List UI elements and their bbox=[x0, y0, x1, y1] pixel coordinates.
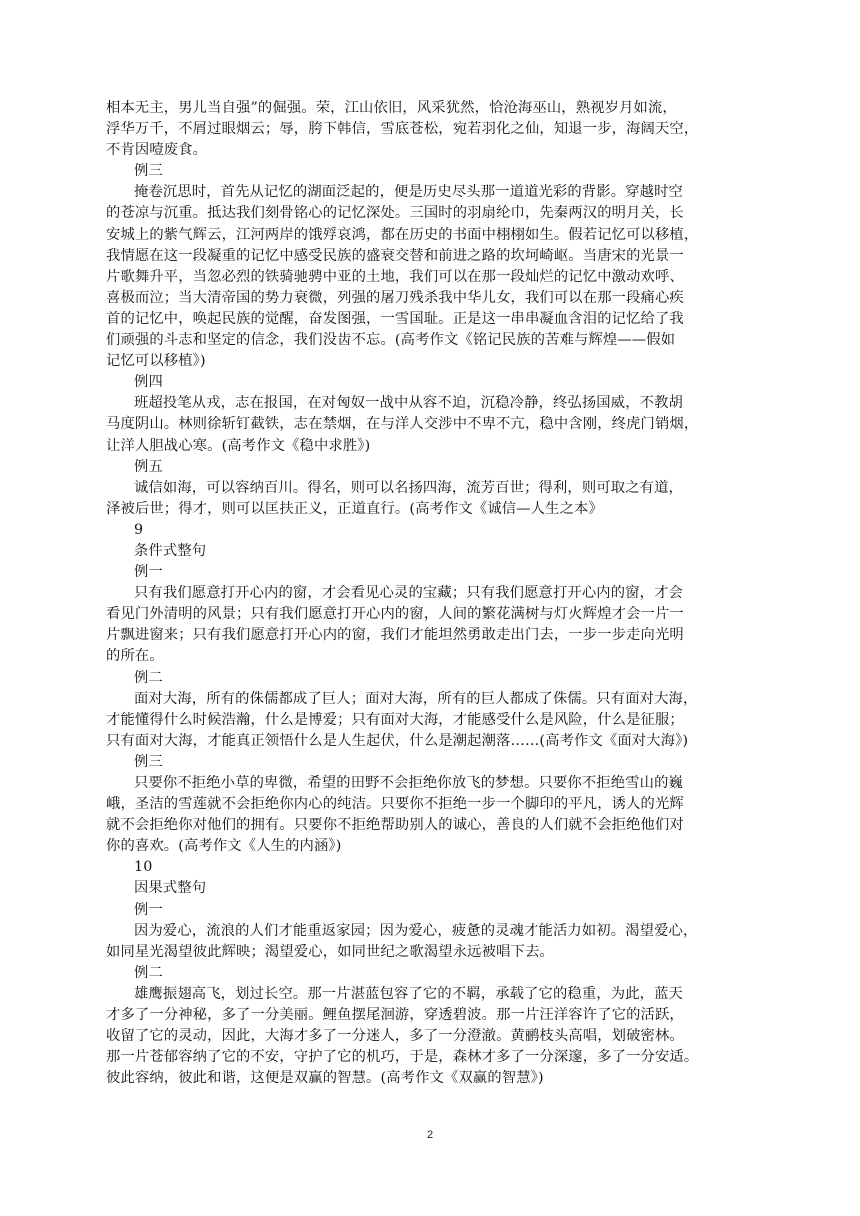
text-line: 喜极而泣；当大清帝国的势力衰微，列强的屠刀残杀我中华儿女，我们可以在那一段痛心疾 bbox=[106, 289, 684, 306]
text-line: 如同星光渴望彼此辉映；渴望爱心，如同世纪之歌渴望永远被唱下去。 bbox=[106, 943, 554, 960]
text-line: 不肯因噎废食。 bbox=[106, 142, 208, 159]
text-line: 浮华万千，不屑过眼烟云；辱，胯下韩信，雪底苍松，宛若羽化之仙，知退一步，海阔天空， bbox=[106, 121, 699, 138]
text-line: 只有我们愿意打开心内的窗，才会看见心灵的宝藏；只有我们愿意打开心内的窗，才会 bbox=[134, 585, 683, 602]
text-line: 例二 bbox=[134, 964, 163, 981]
text-line: 的所在。 bbox=[106, 648, 164, 665]
text-line: 例一 bbox=[134, 901, 163, 918]
text-line: 彼此容纳，彼此和谐，这便是双赢的智慧。(高考作文《双赢的智慧》) bbox=[106, 1070, 544, 1087]
text-line: 看见门外清明的风景；只有我们愿意打开心内的窗，人间的繁花满树与灯火辉煌才会一片一 bbox=[106, 606, 684, 623]
text-line: 首的记忆中，唤起民族的觉醒，奋发图强，一雪国耻。正是这一串串凝血含泪的记忆给了我 bbox=[106, 310, 684, 327]
text-line: 例二 bbox=[134, 669, 163, 686]
text-line: 例一 bbox=[134, 564, 163, 581]
text-line: 因果式整句 bbox=[134, 880, 207, 897]
text-line: 收留了它的灵动，因此，大海才多了一分迷人，多了一分澄澈。黄鹂枝头高唱，划破密林。 bbox=[106, 1028, 684, 1045]
text-line: 例三 bbox=[134, 753, 163, 770]
text-line: 雄鹰振翅高飞，划过长空。那一片湛蓝包容了它的不羁，承载了它的稳重，为此，蓝天 bbox=[134, 985, 683, 1002]
text-line: 10 bbox=[134, 859, 153, 876]
text-line: 泽被后世；得才，则可以匡扶正义，正道直行。(高考作文《诚信—人生之本》 bbox=[106, 500, 603, 517]
text-line: 掩卷沉思时，首先从记忆的湖面泛起的，便是历史尽头那一道道光彩的背影。穿越时空 bbox=[134, 184, 683, 201]
text-line: 我情愿在这一段凝重的记忆中感受民族的盛衰交替和前进之路的坎坷崎岖。当唐宋的光景一 bbox=[106, 247, 684, 264]
text-line: 才多了一分神秘，多了一分美丽。鲤鱼摆尾洄游，穿透碧波。那一片汪洋容许了它的活跃， bbox=[106, 1007, 684, 1024]
text-line: 才能懂得什么时候浩瀚，什么是博爱；只有面对大海，才能感受什么是风险，什么是征服； bbox=[106, 711, 684, 728]
text-line: 9 bbox=[134, 521, 144, 538]
text-line: 片歌舞升平，当忽必烈的铁骑驰骋中亚的土地，我们可以在那一段灿烂的记忆中激动欢呼、 bbox=[106, 268, 684, 285]
text-line: 条件式整句 bbox=[134, 542, 207, 559]
page-number: 2 bbox=[426, 1129, 434, 1141]
text-line: 只有面对大海，才能真正领悟什么是人生起伏，什么是潮起潮落……(高考作文《面对大海》) bbox=[106, 732, 689, 749]
text-line: 让洋人胆战心寒。(高考作文《稳中求胜》) bbox=[106, 437, 371, 454]
text-line: 马度阴山。林则徐斩钉截铁，志在禁烟，在与洋人交涉中不卑不亢，稳中含刚，终虎门销烟， bbox=[106, 416, 699, 433]
text-line: 例五 bbox=[134, 458, 163, 475]
text-line: 例三 bbox=[134, 163, 163, 180]
text-line: 例四 bbox=[134, 374, 163, 391]
text-line: 就不会拒绝你对他们的拥有。只要你不拒绝帮助别人的诚心，善良的人们就不会拒绝他们对 bbox=[106, 817, 684, 834]
text-line: 班超投笔从戎，志在报国，在对匈奴一战中从容不迫，沉稳冷静，终弘扬国威，不教胡 bbox=[134, 395, 683, 412]
text-line: 相本无主，男儿当自强”的倔强。荣，江山依旧，风采犹然，恰沧海巫山，熟视岁月如流， bbox=[106, 100, 677, 116]
text-line: 你的喜欢。(高考作文《人生的内涵》) bbox=[106, 838, 342, 855]
text-line: 面对大海，所有的侏儒都成了巨人；面对大海，所有的巨人都成了侏儒。只有面对大海， bbox=[134, 690, 698, 707]
text-line: 因为爱心，流浪的人们才能重返家园；因为爱心，疲惫的灵魂才能活力如初。渴望爱心， bbox=[134, 922, 698, 939]
text-line: 峨，圣洁的雪莲就不会拒绝你内心的纯洁。只要你不拒绝一步一个脚印的平凡，诱人的光辉 bbox=[106, 796, 684, 813]
text-line: 那一片苍郁容纳了它的不安，守护了它的机巧，于是，森林才多了一分深邃，多了一分安适。 bbox=[106, 1049, 699, 1066]
text-line: 们顽强的斗志和坚定的信念，我们没齿不忘。(高考作文《铭记民族的苦难与辉煌——假如 bbox=[106, 332, 676, 349]
document-page bbox=[106, 98, 756, 1089]
text-line: 安城上的紫气辉云，江河两岸的饿殍哀鸿，都在历史的书面中栩栩如生。假若记忆可以移植， bbox=[106, 226, 699, 243]
text-line: 的苍凉与沉重。抵达我们刻骨铭心的记忆深处。三国时的羽扇纶巾，先秦两汉的明月关，长 bbox=[106, 205, 684, 222]
text-line: 诚信如海，可以容纳百川。得名，则可以名扬四海，流芳百世；得利，则可取之有道， bbox=[134, 479, 683, 496]
text-line: 记忆可以移植》) bbox=[106, 353, 206, 370]
text-line: 只要你不拒绝小草的卑微，希望的田野不会拒绝你放飞的梦想。只要你不拒绝雪山的巍 bbox=[134, 775, 683, 791]
text-line: 片飘进窗来；只有我们愿意打开心内的窗，我们才能坦然勇敢走出门去，一步一步走向光明 bbox=[106, 627, 684, 644]
